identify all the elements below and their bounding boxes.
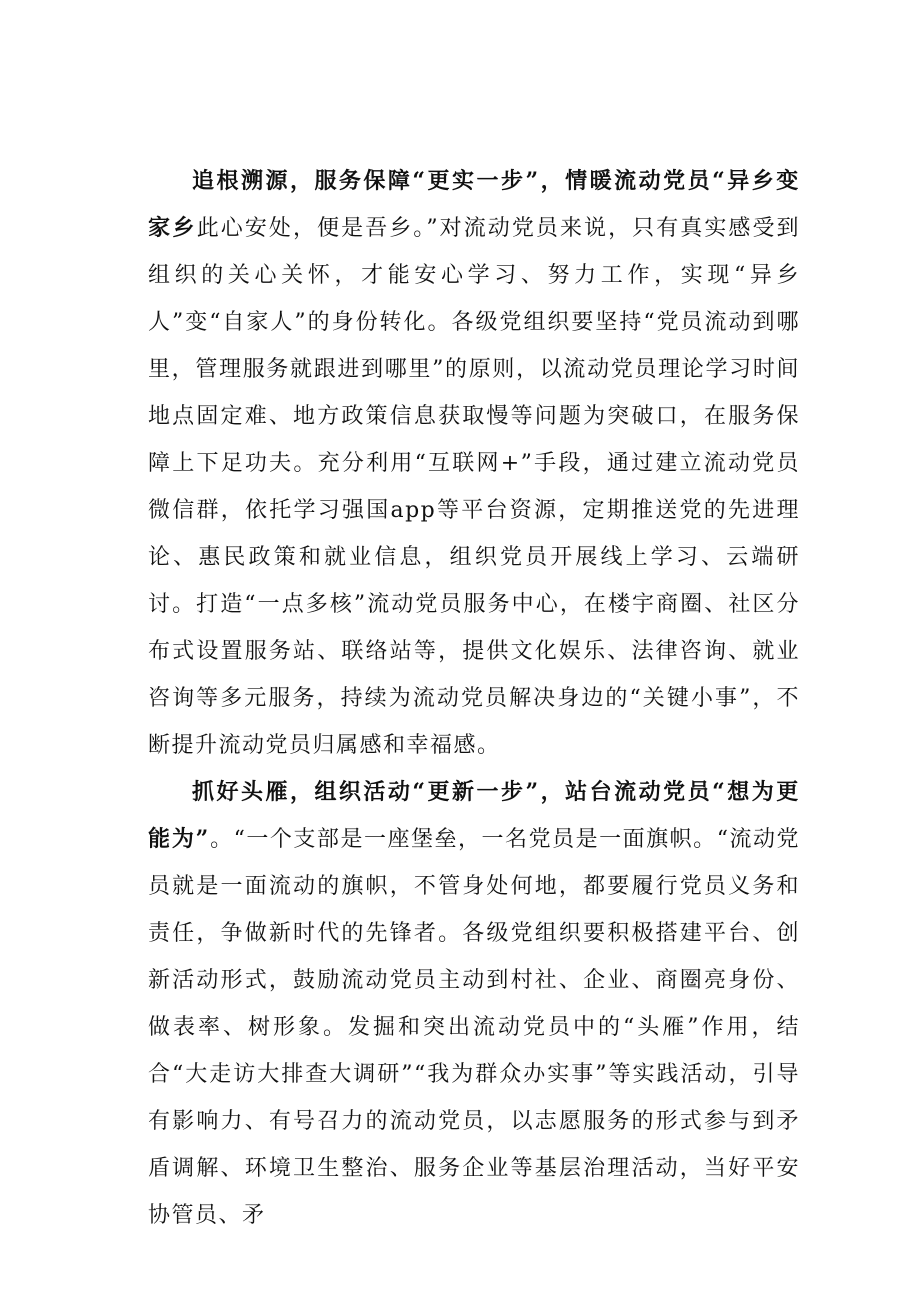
article-body [148,158,800,1239]
paragraph-1-heading: 追根溯源，服务保障“更实一步”，情暖流动党员“异乡变家乡 [148,168,800,241]
paragraph-2-text: 。“一个支部是一座堡垒，一名党员是一面旗帜。“流动党员就是一面流动的旗帜，不管身处何地，都要履行党员义务和责任，争做新时代的先锋者。各级党组织要积极搭建平台、创新活动形式，鼓励流动党员主动到村社、企业、商圈亮身份、做表率、树形象。发掘和突出流动党员中的“头雁”作用，结合“大走访大排查大调研”“我为群众办实事”等实践活动，引导有影响力、有号召力的流动党员，以志愿服务的形式参与到矛盾调解、环境卫生整治、服务企业等基层治理活动，当好平安协管员、矛 [148,827,800,1228]
paragraph-1-text: 此心安处，便是吾乡。”对流动党员来说，只有真实感受到组织的关心关怀，才能安心学习、努力工作，实现“异乡人”变“自家人”的身份转化。各级党组织要坚持“党员流动到哪里，管理服务就跟进到哪里”的原则，以流动党员理论学习时间地点固定难、地方政策信息获取慢等问题为突破口，在服务保障上下足功夫。充分利用“互联网+”手段，通过建立流动党员微信群，依托学习强国app等平台资源，定期推送党的先进理论、惠民政策和就业信息，组织党员开展线上学习、云端研讨。打造“一点多核”流动党员服务中心，在楼宇商圈、社区分布式设置服务站、联络站等，提供文化娱乐、法律咨询、就业咨询等多元服务，持续为流动党员解决身边的“关键小事”，不断提升流动党员归属感和幸福感。 [148,216,801,758]
paragraph-1 [148,158,800,769]
paragraph-2 [148,769,800,1239]
paragraph-2-heading: 抓好头雁，组织活动“更新一步”，站台流动党员“想为更能为” [148,779,800,852]
